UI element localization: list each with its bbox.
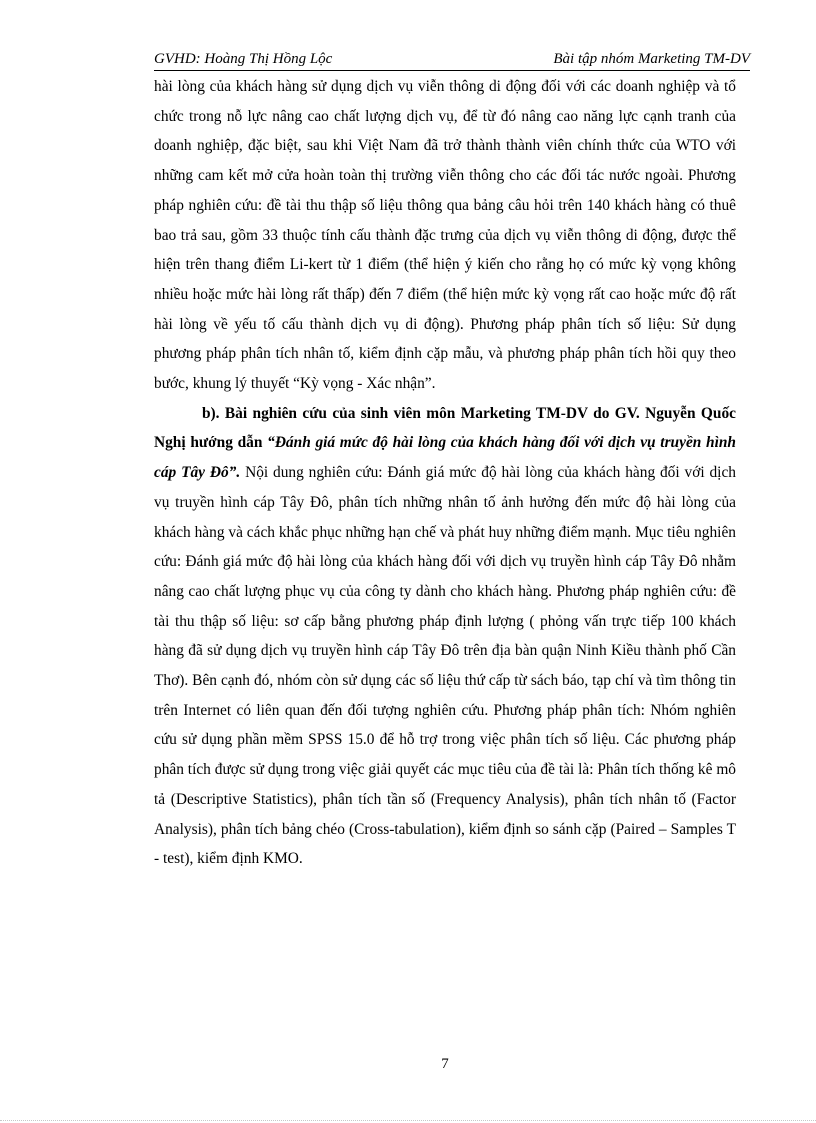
study-b-body: Nội dung nghiên cứu: Đánh giá mức độ hài lòng của khách hàng đối với dịch vụ truyền hình cáp Tây Đô, phân tích những nhân tố ảnh hưởng đến mức độ hài lòng của khách hàng và cách khắc phục những hạn chế và phát huy những điểm mạnh. Mục tiêu nghiên cứu: Đánh giá mức độ hài lòng của khách hàng đối với dịch vụ truyền hình cáp Tây Đô nhằm nâng cao chất lượng phục vụ của công ty dành cho khách hàng. Phương pháp nghiên cứu: đề tài thu thập số liệu: sơ cấp bằng phương pháp định lượng ( phỏng vấn trực tiếp 100 khách hàng đã sử dụng dịch vụ truyền hình cáp Tây Đô trên địa bàn quận Ninh Kiều thành phố Cần Thơ). Bên cạnh đó, nhóm còn sử dụng các số liệu thứ cấp từ sách báo, tạp chí và tìm thông tin trên Internet có liên quan đến đối tượng nghiên cứu. Phương pháp phân tích: Nhóm nghiên cứu sử dụng phần mềm SPSS 15.0 để hỗ trợ trong việc phân tích số liệu. Các phương pháp phân tích được sử dụng trong việc giải quyết các mục tiêu của đề tài là: Phân tích thống kê mô tả (Descriptive Statistics), phân tích tần số (Frequency Analysis), phân tích nhân tố (Factor Analysis), phân tích bảng chéo (Cross-tabulation), kiểm định so sánh cặp (Paired – Samples T - test), kiểm định KMO. (154, 464, 736, 868)
paragraph-study-b (154, 399, 736, 874)
paragraph-continuation: hài lòng của khách hàng sử dụng dịch vụ viễn thông di động đối với các doanh nghiệp và tổ chức trong nỗ lực nâng cao chất lượng dịch vụ, để từ đó nâng cao năng lực cạnh tranh của doanh nghiệp, đặc biệt, sau khi Việt Nam đã trở thành thành viên chính thức của WTO với những cam kết mở cửa hoàn toàn thị trường viễn thông cho các đối tác nước ngoài. Phương pháp nghiên cứu: đề tài thu thập số liệu thông qua bảng câu hỏi trên 140 khách hàng có thuê bao trả sau, gồm 33 thuộc tính cấu thành đặc trưng của dịch vụ viễn thông di động, được thể hiện trên thang điểm Li-kert từ 1 điểm (thể hiện ý kiến cho rằng họ có mức kỳ vọng không nhiều hoặc mức hài lòng rất thấp) đến 7 điểm (thể hiện mức kỳ vọng rất cao hoặc mức độ rất hài lòng về yếu tố cấu thành dịch vụ di động). Phương pháp phân tích số liệu: Sử dụng phương pháp phân tích nhân tố, kiểm định cặp mẫu, và phương pháp phân tích hồi quy theo bước, khung lý thuyết “Kỳ vọng - Xác nhận”. (154, 78, 736, 393)
footer-divider (0, 1120, 816, 1121)
header-instructor: GVHD: Hoàng Thị Hồng Lộc (154, 51, 333, 67)
header-course-title: Bài tập nhóm Marketing TM-DV (553, 51, 750, 67)
page-header (154, 48, 750, 71)
body-text (154, 72, 736, 874)
page-number: 7 (441, 1056, 449, 1072)
study-b-title: “Đánh giá mức độ hài lòng của khách hàng đối với dịch vụ truyền hình cáp Tây Đô”. (154, 434, 736, 482)
study-b-lead: b). Bài nghiên cứu của sinh viên môn Marketing TM-DV do GV. Nguyễn Quốc Nghị hướng dẫn (154, 404, 736, 452)
